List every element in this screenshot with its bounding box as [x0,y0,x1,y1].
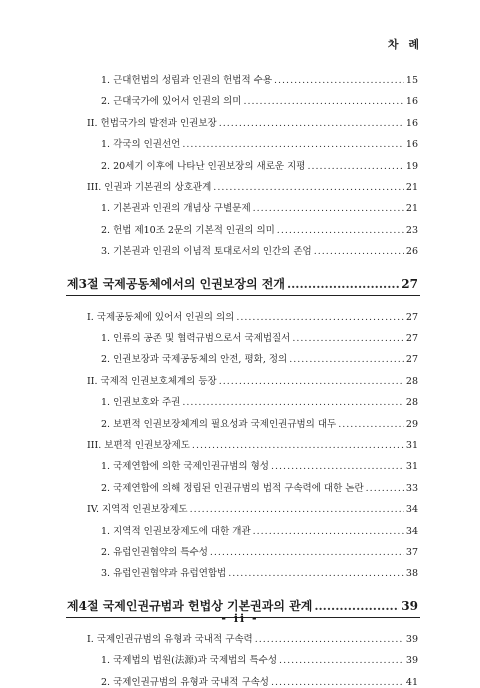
leader-dots [192,440,404,451]
toc-entry-label: 2. 유럽인권협약의 특수성 [101,547,208,558]
leader-dots [292,333,404,344]
leader-dots [314,599,399,613]
toc-entry-label: 2. 20세기 이후에 나타난 인권보장의 새로운 지평 [101,160,306,172]
toc-entry-label: 제3절 국제공동체에서의 인권보장의 전개 [67,276,285,291]
page-number-footer: - ii - [221,612,259,625]
toc-entry-label: III. 인권과 기본권의 상호관계 [87,182,212,193]
toc-entry [87,437,418,451]
toc-entry [101,480,418,494]
toc-page-number: 38 [405,568,418,580]
leader-dots [366,483,404,494]
toc-entry-label: IV. 지역적 인권보장제도 [87,504,188,516]
leader-dots [182,397,404,408]
toc-entry-label: 1. 인류의 공존 및 협력규범으로서 국제법질서 [101,333,291,344]
toc-page-number: 16 [405,117,418,129]
toc-page-number: 39 [405,655,418,667]
toc-entry [101,136,418,150]
toc-entry [101,243,418,257]
toc-page-number: 34 [405,504,418,516]
toc-entry [101,565,418,579]
toc-page-number: 15 [405,75,418,86]
toc-entry [101,200,418,214]
toc-page-number: 31 [405,461,418,473]
leader-dots [182,139,404,150]
toc-page-number: 26 [405,246,418,258]
toc-page-number: 21 [405,203,418,215]
toc-entry [101,416,418,430]
toc-entry-label: 2. 근대국가에 있어서 인권의 의미 [101,96,242,108]
section-underline [66,295,420,296]
toc-entry [101,93,418,107]
toc-page-number: 16 [405,96,418,108]
leader-dots [271,461,404,472]
toc-entry-label: I. 국제공동체에 있어서 인권의 의의 [87,311,235,323]
leader-dots [210,547,404,558]
toc-entry [87,631,418,645]
toc-entry-label: II. 국제적 인권보호체계의 등장 [87,375,217,387]
toc-entry-label: 2. 보편적 인권보장체계의 필요성과 국제인권규범의 대두 [101,418,337,430]
toc-entry [101,458,418,472]
toc-entry [101,394,418,408]
toc-entry [87,501,418,515]
toc-entry-label: I. 국제인권규범의 유형과 국내적 구속력 [87,633,253,645]
toc-entry-label: III. 보편적 인권보장제도 [87,440,190,451]
toc-entry [101,72,418,86]
toc-entry [87,373,418,387]
toc-entry-label: 제4절 국제인권규범과 헌법상 기본권과의 관계 [67,598,313,613]
leader-dots [219,118,404,129]
toc-entry-label: 1. 국제법의 법원(法源)과 국제법의 특수성 [101,655,278,667]
leader-dots [307,161,403,172]
toc-entry-label: 1. 지역적 인권보장제도에 대한 개관 [101,525,251,537]
leader-dots [236,312,404,323]
toc-entry [101,544,418,558]
toc-entry [87,309,418,323]
leader-dots [314,246,404,257]
toc-entry-label: II. 헌법국가의 발전과 인권보장 [87,117,217,129]
toc-entry-label: 1. 각국의 인권선언 [101,139,181,151]
toc-entry [101,222,418,236]
page-header-title: 차 례 [387,38,422,51]
toc-entry [87,115,418,129]
toc-entry-label: 2. 인권보장과 국제공동체의 안전, 평화, 정의 [101,354,288,366]
toc-entry-label: 1. 근대헌법의 성립과 인권의 헌법적 수용 [101,75,272,86]
toc-entry-label: 1. 기본권과 인권의 개념상 구별문제 [101,203,251,215]
leader-dots [253,526,404,537]
toc-page-number: 27 [401,276,418,291]
toc-entry-label: 2. 국제인권규범의 유형과 국내적 구속성 [101,676,269,688]
toc-page-number: 19 [405,160,418,172]
toc-page-number: 39 [405,633,418,645]
toc-entry-label: 3. 유럽인권협약과 유럽연합법 [101,568,227,580]
leader-dots [228,568,404,579]
toc-page-number: 39 [401,598,418,613]
leader-dots [271,677,404,688]
toc-entry-label: 3. 기본권과 인권의 이념적 토대로서의 인간의 존엄 [101,246,312,258]
toc-entry-label: 2. 헌법 제10조 2문의 기본적 인권의 의미 [101,224,275,236]
toc-entry [101,674,418,688]
leader-dots [277,225,404,236]
leader-dots [338,419,404,430]
toc-page-number: 23 [405,224,418,236]
toc-page-number: 34 [405,525,418,537]
leader-dots [289,354,404,365]
toc-page-number: 37 [405,547,418,558]
toc-page-number: 16 [405,139,418,151]
leader-dots [213,182,404,193]
toc-entry [101,330,418,344]
toc-page-number: 33 [405,482,418,494]
toc-page-number: 27 [405,311,418,323]
leader-dots [287,277,399,291]
toc-entry [101,523,418,537]
toc-entry [101,158,418,172]
toc-entry-label: 2. 국제연합에 의해 정립된 인권규범의 법적 구속력에 대한 논란 [101,482,364,494]
toc-page-number: 28 [405,397,418,409]
toc-entry [101,351,418,365]
toc-page-number: 41 [405,676,418,688]
toc-entry-label: 1. 국제연합에 의한 국제인권규범의 형성 [101,461,269,473]
toc-page-number: 21 [405,182,418,193]
leader-dots [255,634,404,645]
leader-dots [243,96,403,107]
toc-page-number: 29 [405,418,418,430]
leader-dots [190,504,404,515]
toc-entry-label: 1. 인권보호와 주권 [101,397,181,409]
leader-dots [274,75,404,86]
toc-entry [87,179,418,193]
toc-page-number: 27 [405,333,418,344]
toc-section-heading [67,275,418,292]
toc-entry [101,652,418,666]
leader-dots [253,203,404,214]
toc-page-number: 28 [405,375,418,387]
leader-dots [219,376,404,387]
toc-page-number: 27 [405,354,418,366]
toc-page-number: 31 [405,440,418,451]
